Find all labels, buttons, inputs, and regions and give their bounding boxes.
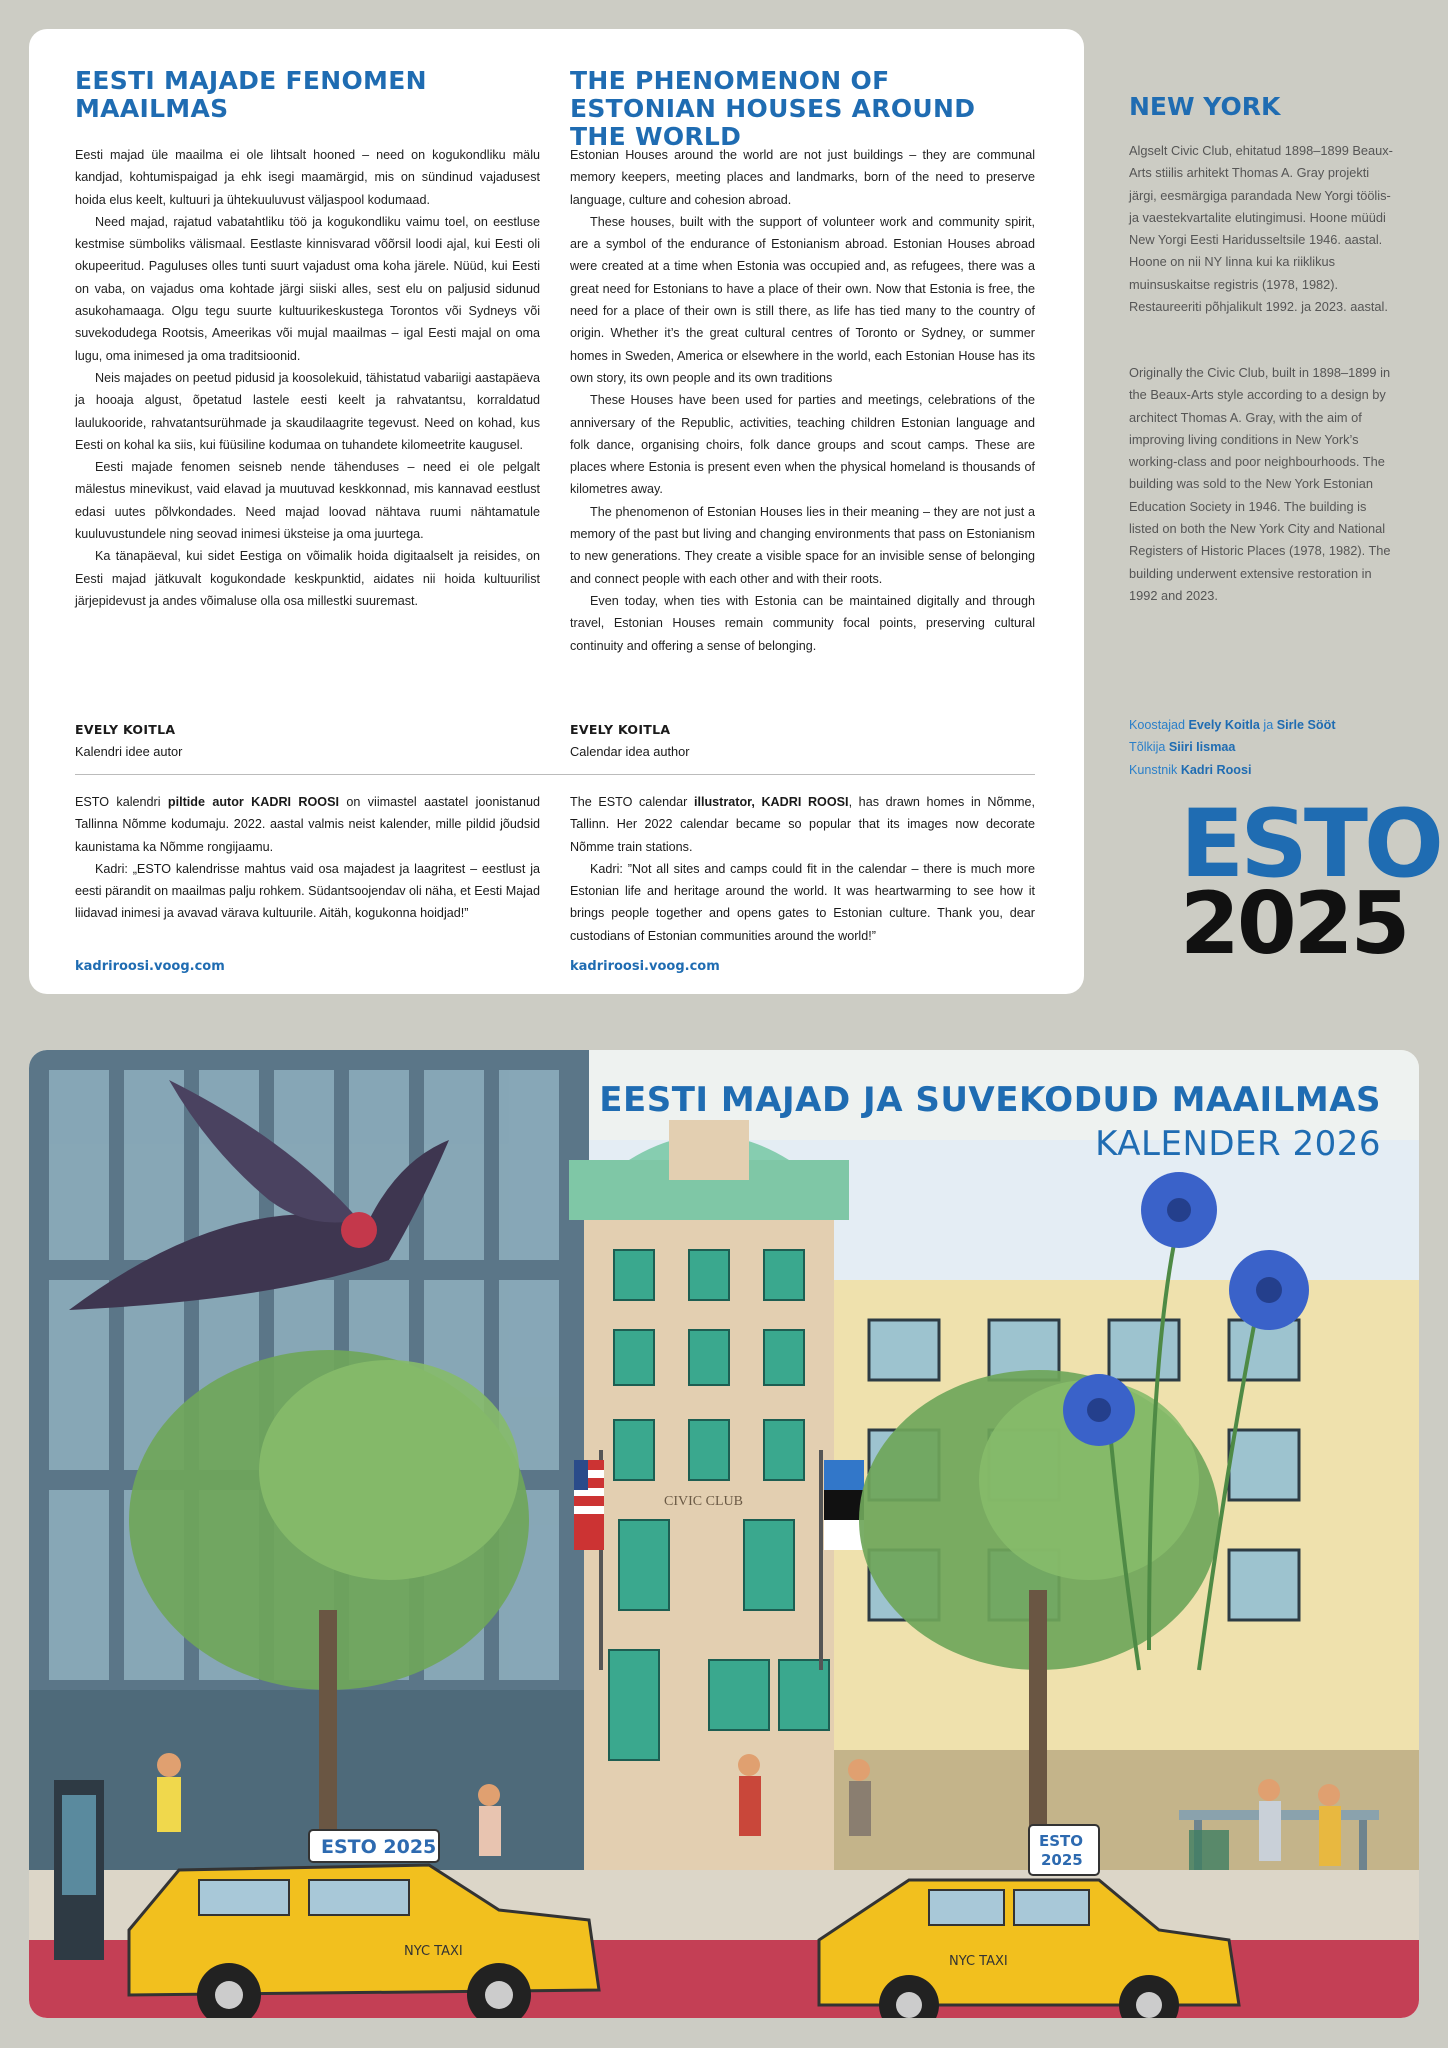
calendar-illustration <box>29 1050 1419 2018</box>
paragraph: The phenomenon of Estonian Houses lies in their meaning – they are not just a memory of the past but living and changing environments that pass on Estonianism to new generations. They create a visible space for an invisible sense of belonging and connect people with each other and with their roots. <box>570 504 1035 586</box>
taxi-door-text: NYC TAXI <box>949 1954 1008 1969</box>
esto-2025-logo <box>1180 790 1440 980</box>
author-role: Calendar idea author <box>570 744 690 759</box>
label: Kunstnik <box>1129 762 1181 777</box>
text: on viimastel aastatel joonistanud Tallinna Nõmme kodumaju. 2022. aastal valmis neist kalender, mille pildid jõudsid kaunistama ka Nõmme rongijaamu. <box>75 795 540 854</box>
paragraph: Eesti majade fenomen seisneb nende tähenduses – need ei ole pelgalt mälestus minevikust, vaid elavad ja muutuvad keskkonnad, mis kannavad eestlust edasi uutes põlvkondades. Need majad loovad nähtava ruumi nähtamatule kuuluvustundele ning seovad inimesi üksteise ja oma juurtega. <box>75 460 540 542</box>
taxi-roof-sign-line1: ESTO <box>1039 1832 1084 1850</box>
logo-brand: ESTO <box>1180 790 1440 899</box>
new-york-text-et: Algselt Civic Club, ehitatud 1898–1899 Beaux-Arts stiilis arhitekt Thomas A. Gray projekti järgi, eesmärgiga parandada New Yorgi töölis- ja vaestekvartalite elutingimusi. Hoone müüdi New Yorgi Eesti Haridusseltsile 1946. aastal. Hoone on nii NY linna kui ka riiklikus muinsuskaitse registris (1978, 1982). Restaureeriti põhjalikult 1992. ja 2023. aastal. <box>1129 143 1393 315</box>
new-york-title: NEW YORK <box>1129 92 1281 121</box>
building-sign: CIVIC CLUB <box>664 1494 743 1509</box>
credits <box>1129 714 1336 781</box>
paragraph: Need majad, rajatud vabatahtliku töö ja kogukondliku vaimu toel, on eestluse kestmise sümboliks välismaal. Eestlaste kinnisvarad võõrsil loodi ajal, kui Eesti oli okupeeritud. Paguluses olles tunti suurt vajadust oma koha järele. Nüüd, kui Eesti on vaba, on vajadus oma kohtade järgi siiski alles, sest elu on paljusid sidunud asukohamaaga. Olgu tegu suurte kultuurikeskustega Torontos või Sydneys või suvekodudega Rootsis, Ameerikas või mujal maailmas – igal Eesti majal on oma lugu, oma inimesed ja oma traditsioonid. <box>75 214 540 363</box>
paragraph: These Houses have been used for parties and meetings, celebrations of the anniversary of the Republic, activities, teaching children Estonian language and folk dance, organising choirs, folk dance groups and scout camps. These are places where Estonia is present even when the physical homeland is thousands of kilometres away. <box>570 393 1035 497</box>
calendar-subtitle: KALENDER 2026 <box>1095 1124 1381 1164</box>
estonian-illustrator-note <box>75 791 540 925</box>
new-york-text-en: Originally the Civic Club, built in 1898–1899 in the Beaux-Arts style according to a design by architect Thomas A. Gray, with the aim of improving living conditions in New York’s working-class and poor neighbourhoods. The building was sold to the New York Estonian Education Society in 1946. The building is listed on both the New York City and National Registers of Historic Places (1978, 1982). The building underwent extensive restoration in 1992 and 2023. <box>1129 365 1391 603</box>
paragraph: Even today, when ties with Estonia can be maintained digitally and through travel, Estonian Houses remain community focal points, preserving cultural continuity and offering a sense of belonging. <box>570 593 1035 653</box>
taxi-door-text: NYC TAXI <box>404 1944 463 1959</box>
author-role: Kalendri idee autor <box>75 744 183 759</box>
label: ja <box>1259 718 1277 732</box>
calendar-title: EESTI MAJAD JA SUVEKODUD MAAILMAS <box>599 1080 1381 1120</box>
estonian-title: EESTI MAJADE FENOMEN MAAILMAS <box>75 66 427 123</box>
street-scene-painting <box>29 1050 1419 2018</box>
text-card <box>29 29 1084 994</box>
calendar-title-block <box>599 1080 1381 1164</box>
divider <box>75 774 1035 775</box>
quote: Kadri: „ESTO kalendrisse mahtus vaid osa majadest ja laagritest – eestlust ja eesti pärandit on maailmas palju rohkem. Südantsoojendav oli näha, et Eesti Majad liidavad inimesi ja avavad värava kultuurile. Aitäh, kogukonna hoidjad!” <box>75 861 540 921</box>
english-illustrator-note <box>570 791 1035 947</box>
compiler-name: Evely Koitla <box>1188 718 1260 732</box>
author-name: EVELY KOITLA <box>75 722 176 737</box>
text: , has drawn homes in Nõmme, Tallinn. Her 2022 calendar became so popular that its images now decorate Nõmme train stations. <box>570 795 1035 854</box>
author-name: EVELY KOITLA <box>570 722 671 737</box>
logo-year: 2025 <box>1180 874 1408 974</box>
english-body <box>570 144 1035 657</box>
estonian-website-link[interactable]: kadriroosi.voog.com <box>75 959 225 974</box>
paragraph: Estonian Houses around the world are not just buildings – they are communal memory keepers, meeting places and landmarks, born of the need to preserve language, culture and cohesion abroad. <box>570 148 1035 207</box>
translator-name: Siiri Iismaa <box>1168 740 1236 755</box>
paragraph: These houses, built with the support of volunteer work and community spirit, are a symbol of the endurance of Estonianism abroad. Estonian Houses abroad were created at a time when Estonia was occupied and, as refugees, there was a great need for Estonians to have a place of their own. Now that Estonia is free, the need for a place of their own is still there, as life has tied many to the country of origin. Whether it’s the great cultural centres of Toronto or Sydney, or summer homes in Sweden, America or elsewhere in the world, each Estonian House has its own story, its own people and its own traditions <box>570 214 1035 385</box>
english-website-link[interactable]: kadriroosi.voog.com <box>570 959 720 974</box>
english-signature <box>570 719 690 763</box>
artist-name: Kadri Roosi <box>1180 762 1252 777</box>
estonian-column <box>75 67 540 123</box>
taxi-roof-sign-line2: 2025 <box>1041 1851 1083 1869</box>
quote: Kadri: ”Not all sites and camps could fit in the calendar – there is much more Estonian life and heritage around the world. It was heartwarming to see how it brings people together and opens gates to Estonian culture. Thank you, dear custodians of Estonian communities around the world!” <box>570 861 1035 943</box>
paragraph: Ka tänapäeval, kui sidet Eestiga on võimalik hoida digitaalselt ja reisides, on Eesti majad jätkuvalt kogukondade keskpunktid, aidates nii hoida kultuurilist järjepidevust ja andes võimaluse olla osa millestki suuremast. <box>75 549 540 608</box>
illustrator-name: illustrator, KADRI ROOSI <box>693 795 849 809</box>
estonian-body <box>75 144 540 612</box>
compiler-name: Sirle Sööt <box>1276 718 1336 732</box>
estonian-signature <box>75 719 182 763</box>
english-column <box>570 67 1035 151</box>
paragraph: Neis majades on peetud pidusid ja koosolekuid, tähistatud vabariigi aastapäeva ja hooaja algust, õpetatud lastele eesti keelt ja rahvatantsu, korraldatud laulukooride, rahvatantsurühmade ja skaudilaagrite tegevust. Need on kohad, kus Eesti on kohal ka siis, kui füüsiline kodumaa on tuhandete kilomeetrite kaugusel. <box>75 370 540 452</box>
text: ESTO kalendri <box>75 795 168 809</box>
label: Tõlkija <box>1129 740 1169 755</box>
taxi-roof-sign: ESTO 2025 <box>321 1836 437 1858</box>
illustrator-name: piltide autor KADRI ROOSI <box>167 795 340 809</box>
label: Koostajad <box>1129 718 1189 732</box>
text: The ESTO calendar <box>570 795 694 809</box>
english-title: THE PHENOMENON OF ESTONIAN HOUSES AROUND THE WORLD <box>570 66 976 151</box>
paragraph: Eesti majad üle maailma ei ole lihtsalt hooned – need on kogukondliku mälu kandjad, kohtumispaigad ja ehk isegi maamärgid, mis on sündinud vajadusest hoida elus keelt, kultuuri ja ühtekuuluvust väljaspool kodumaad. <box>75 148 540 207</box>
